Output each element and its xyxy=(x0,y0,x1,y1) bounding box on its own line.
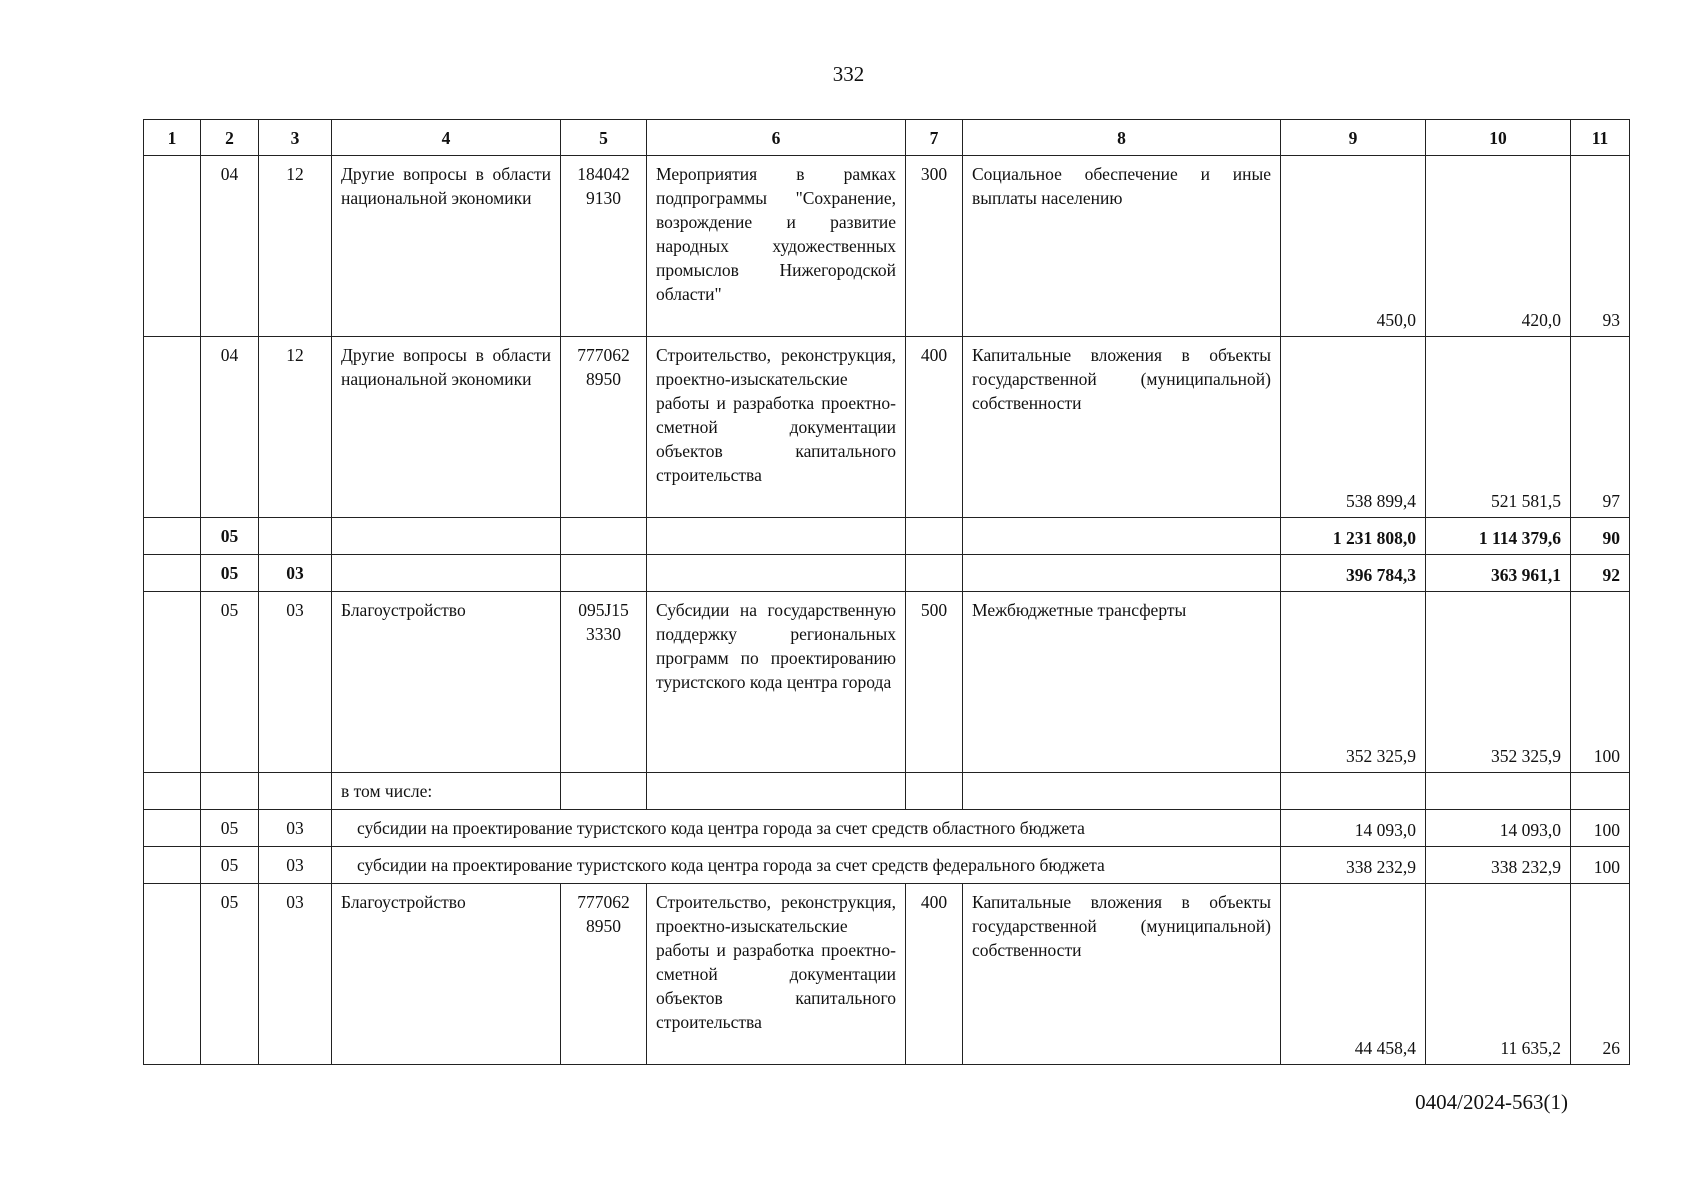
cell-target-name: Субсидии на государственную поддержку региональных программ по проектированию туристского кода центра города xyxy=(647,592,906,773)
col-header: 1 xyxy=(144,120,201,156)
cell-subsection-name: Другие вопросы в области национальной экономики xyxy=(332,337,561,518)
col-header: 2 xyxy=(201,120,259,156)
cell-empty xyxy=(647,773,906,810)
cell-percent: 92 xyxy=(1571,555,1630,592)
cell-planned: 538 899,4 xyxy=(1281,337,1426,518)
cell-subsection: 03 xyxy=(259,592,332,773)
table-row-section-total xyxy=(144,518,1630,555)
cell-section: 05 xyxy=(201,555,259,592)
cell-empty xyxy=(963,518,1281,555)
cell-percent: 90 xyxy=(1571,518,1630,555)
cell-empty xyxy=(332,555,561,592)
cell-section: 05 xyxy=(201,810,259,847)
cell-col1 xyxy=(144,518,201,555)
col-header: 4 xyxy=(332,120,561,156)
cell-section: 05 xyxy=(201,592,259,773)
cell-actual: 420,0 xyxy=(1426,156,1571,337)
col-header: 8 xyxy=(963,120,1281,156)
cell-subsection: 12 xyxy=(259,156,332,337)
cell-planned: 1 231 808,0 xyxy=(1281,518,1426,555)
table-row xyxy=(144,337,1630,518)
page-number: 332 xyxy=(832,62,865,86)
cell-empty xyxy=(647,555,906,592)
cell-section: 04 xyxy=(201,337,259,518)
cell-subsection: 03 xyxy=(259,810,332,847)
cell-section: 05 xyxy=(201,884,259,1065)
cell-percent: 100 xyxy=(1571,847,1630,884)
cell-subsection: 03 xyxy=(259,884,332,1065)
cell-empty xyxy=(561,773,647,810)
cell-empty xyxy=(1571,773,1630,810)
cell-empty xyxy=(1281,773,1426,810)
cell-empty xyxy=(906,518,963,555)
cell-target-code: 777062 8950 xyxy=(561,337,647,518)
cell-empty xyxy=(963,555,1281,592)
cell-col1 xyxy=(144,810,201,847)
cell-empty xyxy=(201,773,259,810)
cell-expense-name: Межбюджетные трансферты xyxy=(963,592,1281,773)
cell-target-name: Строительство, реконструкция, проектно-изыскательские работы и разработка проектно-сметной документации объектов капитального строительства xyxy=(647,337,906,518)
cell-target-code: 184042 9130 xyxy=(561,156,647,337)
cell-expense-name: Социальное обеспечение и иные выплаты населению xyxy=(963,156,1281,337)
table-row xyxy=(144,156,1630,337)
cell-section: 04 xyxy=(201,156,259,337)
cell-subsection xyxy=(259,518,332,555)
cell-actual: 11 635,2 xyxy=(1426,884,1571,1065)
cell-col1 xyxy=(144,337,201,518)
cell-col1 xyxy=(144,555,201,592)
col-header: 3 xyxy=(259,120,332,156)
cell-subsection: 03 xyxy=(259,847,332,884)
cell-empty xyxy=(259,773,332,810)
table-row-subsection-total xyxy=(144,555,1630,592)
cell-empty xyxy=(963,773,1281,810)
cell-expense-type: 400 xyxy=(906,884,963,1065)
cell-expense-name: Капитальные вложения в объекты государственной (муниципальной) собственности xyxy=(963,884,1281,1065)
cell-col1 xyxy=(144,156,201,337)
cell-empty xyxy=(1426,773,1571,810)
cell-subsidy-description: субсидии на проектирование туристского кода центра города за счет средств областного бюджета xyxy=(332,810,1281,847)
cell-expense-name: Капитальные вложения в объекты государственной (муниципальной) собственности xyxy=(963,337,1281,518)
col-header: 5 xyxy=(561,120,647,156)
cell-subsection: 12 xyxy=(259,337,332,518)
cell-planned: 396 784,3 xyxy=(1281,555,1426,592)
cell-target-code: 095J15 3330 xyxy=(561,592,647,773)
table-row-including xyxy=(144,773,1630,810)
cell-empty xyxy=(647,518,906,555)
cell-empty xyxy=(906,555,963,592)
table-row xyxy=(144,884,1630,1065)
table-row-subsidy xyxy=(144,810,1630,847)
cell-including-label: в том числе: xyxy=(332,773,561,810)
cell-percent: 100 xyxy=(1571,592,1630,773)
cell-col1 xyxy=(144,884,201,1065)
cell-actual: 521 581,5 xyxy=(1426,337,1571,518)
col-header: 7 xyxy=(906,120,963,156)
cell-section: 05 xyxy=(201,847,259,884)
budget-table xyxy=(143,119,1630,1065)
cell-planned: 450,0 xyxy=(1281,156,1426,337)
cell-target-name: Строительство, реконструкция, проектно-изыскательские работы и разработка проектно-сметной документации объектов капитального строительства xyxy=(647,884,906,1065)
cell-subsidy-description: субсидии на проектирование туристского кода центра города за счет средств федерального бюджета xyxy=(332,847,1281,884)
cell-empty xyxy=(561,555,647,592)
cell-actual: 338 232,9 xyxy=(1426,847,1571,884)
header-row xyxy=(144,120,1630,156)
col-header: 9 xyxy=(1281,120,1426,156)
col-header: 10 xyxy=(1426,120,1571,156)
cell-expense-type: 300 xyxy=(906,156,963,337)
cell-empty xyxy=(561,518,647,555)
cell-percent: 100 xyxy=(1571,810,1630,847)
table-row xyxy=(144,592,1630,773)
cell-actual: 363 961,1 xyxy=(1426,555,1571,592)
cell-actual: 352 325,9 xyxy=(1426,592,1571,773)
cell-col1 xyxy=(144,773,201,810)
cell-target-name: Мероприятия в рамках подпрограммы "Сохранение, возрождение и развитие народных художественных промыслов Нижегородской области" xyxy=(647,156,906,337)
col-header: 6 xyxy=(647,120,906,156)
cell-subsection-name: Другие вопросы в области национальной экономики xyxy=(332,156,561,337)
cell-planned: 44 458,4 xyxy=(1281,884,1426,1065)
cell-empty xyxy=(906,773,963,810)
table-row-subsidy xyxy=(144,847,1630,884)
cell-planned: 14 093,0 xyxy=(1281,810,1426,847)
cell-target-code: 777062 8950 xyxy=(561,884,647,1065)
cell-section: 05 xyxy=(201,518,259,555)
cell-subsection-name: Благоустройство xyxy=(332,884,561,1065)
cell-actual: 14 093,0 xyxy=(1426,810,1571,847)
cell-percent: 93 xyxy=(1571,156,1630,337)
cell-subsection-name: Благоустройство xyxy=(332,592,561,773)
cell-col1 xyxy=(144,592,201,773)
cell-planned: 338 232,9 xyxy=(1281,847,1426,884)
cell-expense-type: 400 xyxy=(906,337,963,518)
cell-percent: 26 xyxy=(1571,884,1630,1065)
cell-empty xyxy=(332,518,561,555)
cell-actual: 1 114 379,6 xyxy=(1426,518,1571,555)
col-header: 11 xyxy=(1571,120,1630,156)
cell-planned: 352 325,9 xyxy=(1281,592,1426,773)
cell-percent: 97 xyxy=(1571,337,1630,518)
cell-subsection: 03 xyxy=(259,555,332,592)
document-code: 0404/2024-563(1) xyxy=(1415,1090,1568,1114)
cell-col1 xyxy=(144,847,201,884)
cell-expense-type: 500 xyxy=(906,592,963,773)
